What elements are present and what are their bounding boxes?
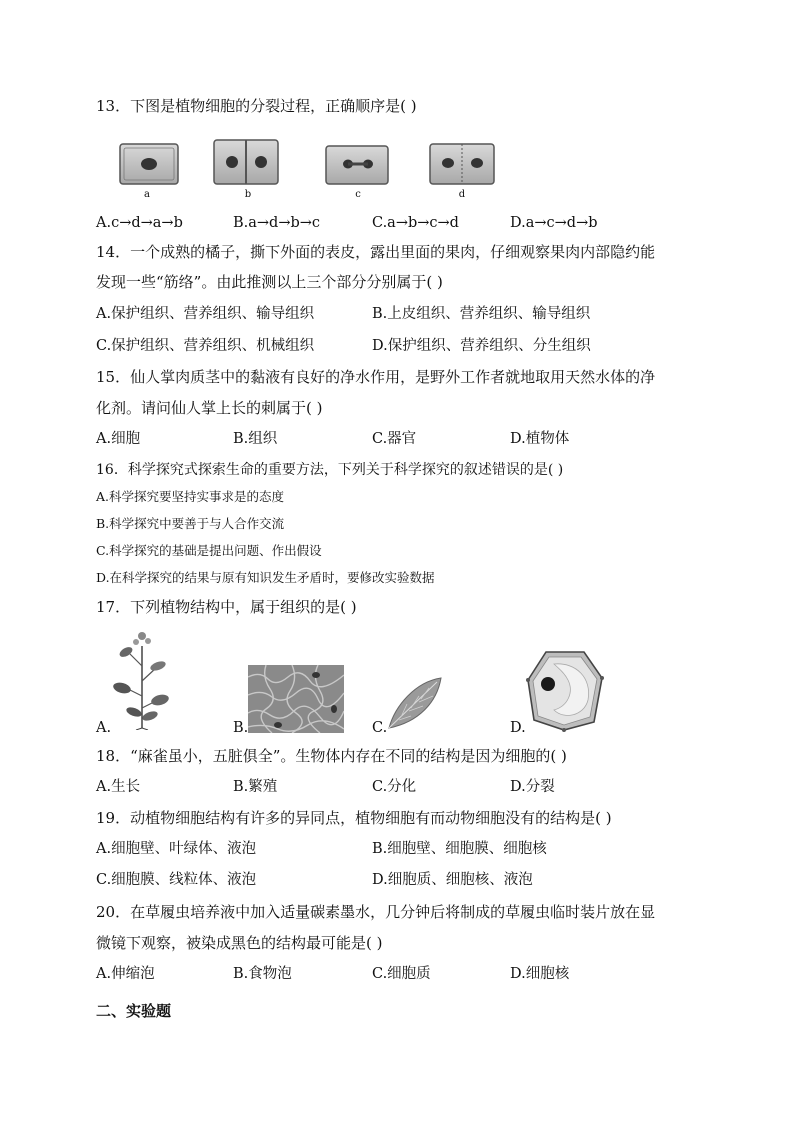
leaf-image (385, 676, 445, 732)
cell-division-figure (112, 138, 502, 202)
figure-label-a: a (144, 189, 150, 200)
q16-option-c: C.科学探究的基础是提出问题、作出假设 (96, 543, 322, 558)
q19-option-b: B.细胞壁、细胞膜、细胞核 (372, 841, 547, 857)
q18-option-b: B.繁殖 (233, 779, 278, 795)
q13-option-d: D.a→c→d→b (510, 215, 598, 231)
q15-option-a: A.细胞 (96, 431, 141, 447)
cell-a-image (120, 144, 178, 184)
q20-stem-line2: 微镜下观察，被染成黑色的结构最可能是( ) (96, 934, 383, 952)
q15-option-b: B.组织 (233, 431, 278, 447)
epidermis-tissue-image (248, 665, 344, 733)
q17-stem: 17．下列植物结构中，属于组织的是( ) (96, 598, 357, 616)
q16-option-d: D.在科学探究的结果与原有知识发生矛盾时，要修改实验数据 (96, 570, 435, 585)
q13-option-c: C.a→b→c→d (372, 215, 459, 231)
q13-stem: 13．下图是植物细胞的分裂过程，正确顺序是( ) (96, 97, 417, 115)
plant-cell-image (524, 648, 606, 732)
cell-c-image (326, 146, 388, 184)
figure-label-c: c (355, 189, 361, 200)
q15-stem-line2: 化剂。请问仙人掌上长的刺属于( ) (96, 399, 323, 417)
cell-d-image (430, 144, 494, 184)
q17-option-a: A. (96, 720, 112, 736)
section-heading-experiment: 二、实验题 (96, 1002, 172, 1020)
q18-option-c: C.分化 (372, 779, 417, 795)
q13-option-a: A.c→d→a→b (96, 215, 183, 231)
q14-option-a: A.保护组织、营养组织、输导组织 (96, 306, 315, 322)
q17-option-b: B. (233, 720, 249, 736)
q20-option-c: C.细胞质 (372, 966, 431, 982)
cell-b-image (214, 140, 278, 184)
q15-option-c: C.器官 (372, 431, 417, 447)
q14-stem-line2: 发现一些“筋络”。由此推测以上三个部分分别属于( ) (96, 273, 443, 291)
q18-stem: 18．“麻雀虽小，五脏俱全”。生物体内存在不同的结构是因为细胞的( ) (96, 747, 567, 765)
q20-option-a: A.伸缩泡 (96, 966, 155, 982)
q18-option-d: D.分裂 (510, 779, 555, 795)
q20-option-d: D.细胞核 (510, 966, 570, 982)
q14-option-d: D.保护组织、营养组织、分生组织 (372, 338, 591, 354)
q18-option-a: A.生长 (96, 779, 141, 795)
figure-label-b: b (244, 189, 252, 200)
q14-stem-line1: 14．一个成熟的橘子，撕下外面的表皮，露出里面的果肉，仔细观察果肉内部隐约能 (96, 243, 656, 261)
q20-stem-line1: 20．在草履虫培养液中加入适量碳素墨水，几分钟后将制成的草履虫临时装片放在显 (96, 903, 656, 921)
q20-option-b: B.食物泡 (233, 966, 292, 982)
q19-option-d: D.细胞质、细胞核、液泡 (372, 872, 533, 888)
q19-stem: 19．动植物细胞结构有许多的异同点，植物细胞有而动物细胞没有的结构是( ) (96, 809, 612, 827)
plant-image (112, 626, 172, 730)
q16-option-a: A.科学探究要坚持实事求是的态度 (96, 489, 285, 504)
q13-option-b: B.a→d→b→c (233, 215, 321, 231)
q14-option-c: C.保护组织、营养组织、机械组织 (96, 338, 315, 354)
q17-option-d: D. (510, 720, 526, 736)
q19-option-a: A.细胞壁、叶绿体、液泡 (96, 841, 257, 857)
q15-option-d: D.植物体 (510, 431, 570, 447)
q16-stem: 16．科学探究式探索生命的重要方法，下列关于科学探究的叙述错误的是( ) (96, 462, 564, 478)
q19-option-c: C.细胞膜、线粒体、液泡 (96, 872, 257, 888)
figure-label-d: d (458, 189, 466, 200)
q16-option-b: B.科学探究中要善于与人合作交流 (96, 516, 285, 531)
q15-stem-line1: 15．仙人掌肉质茎中的黏液有良好的净水作用，是野外工作者就地取用天然水体的净 (96, 368, 656, 386)
q14-option-b: B.上皮组织、营养组织、输导组织 (372, 306, 591, 322)
q17-option-c: C. (372, 720, 388, 736)
